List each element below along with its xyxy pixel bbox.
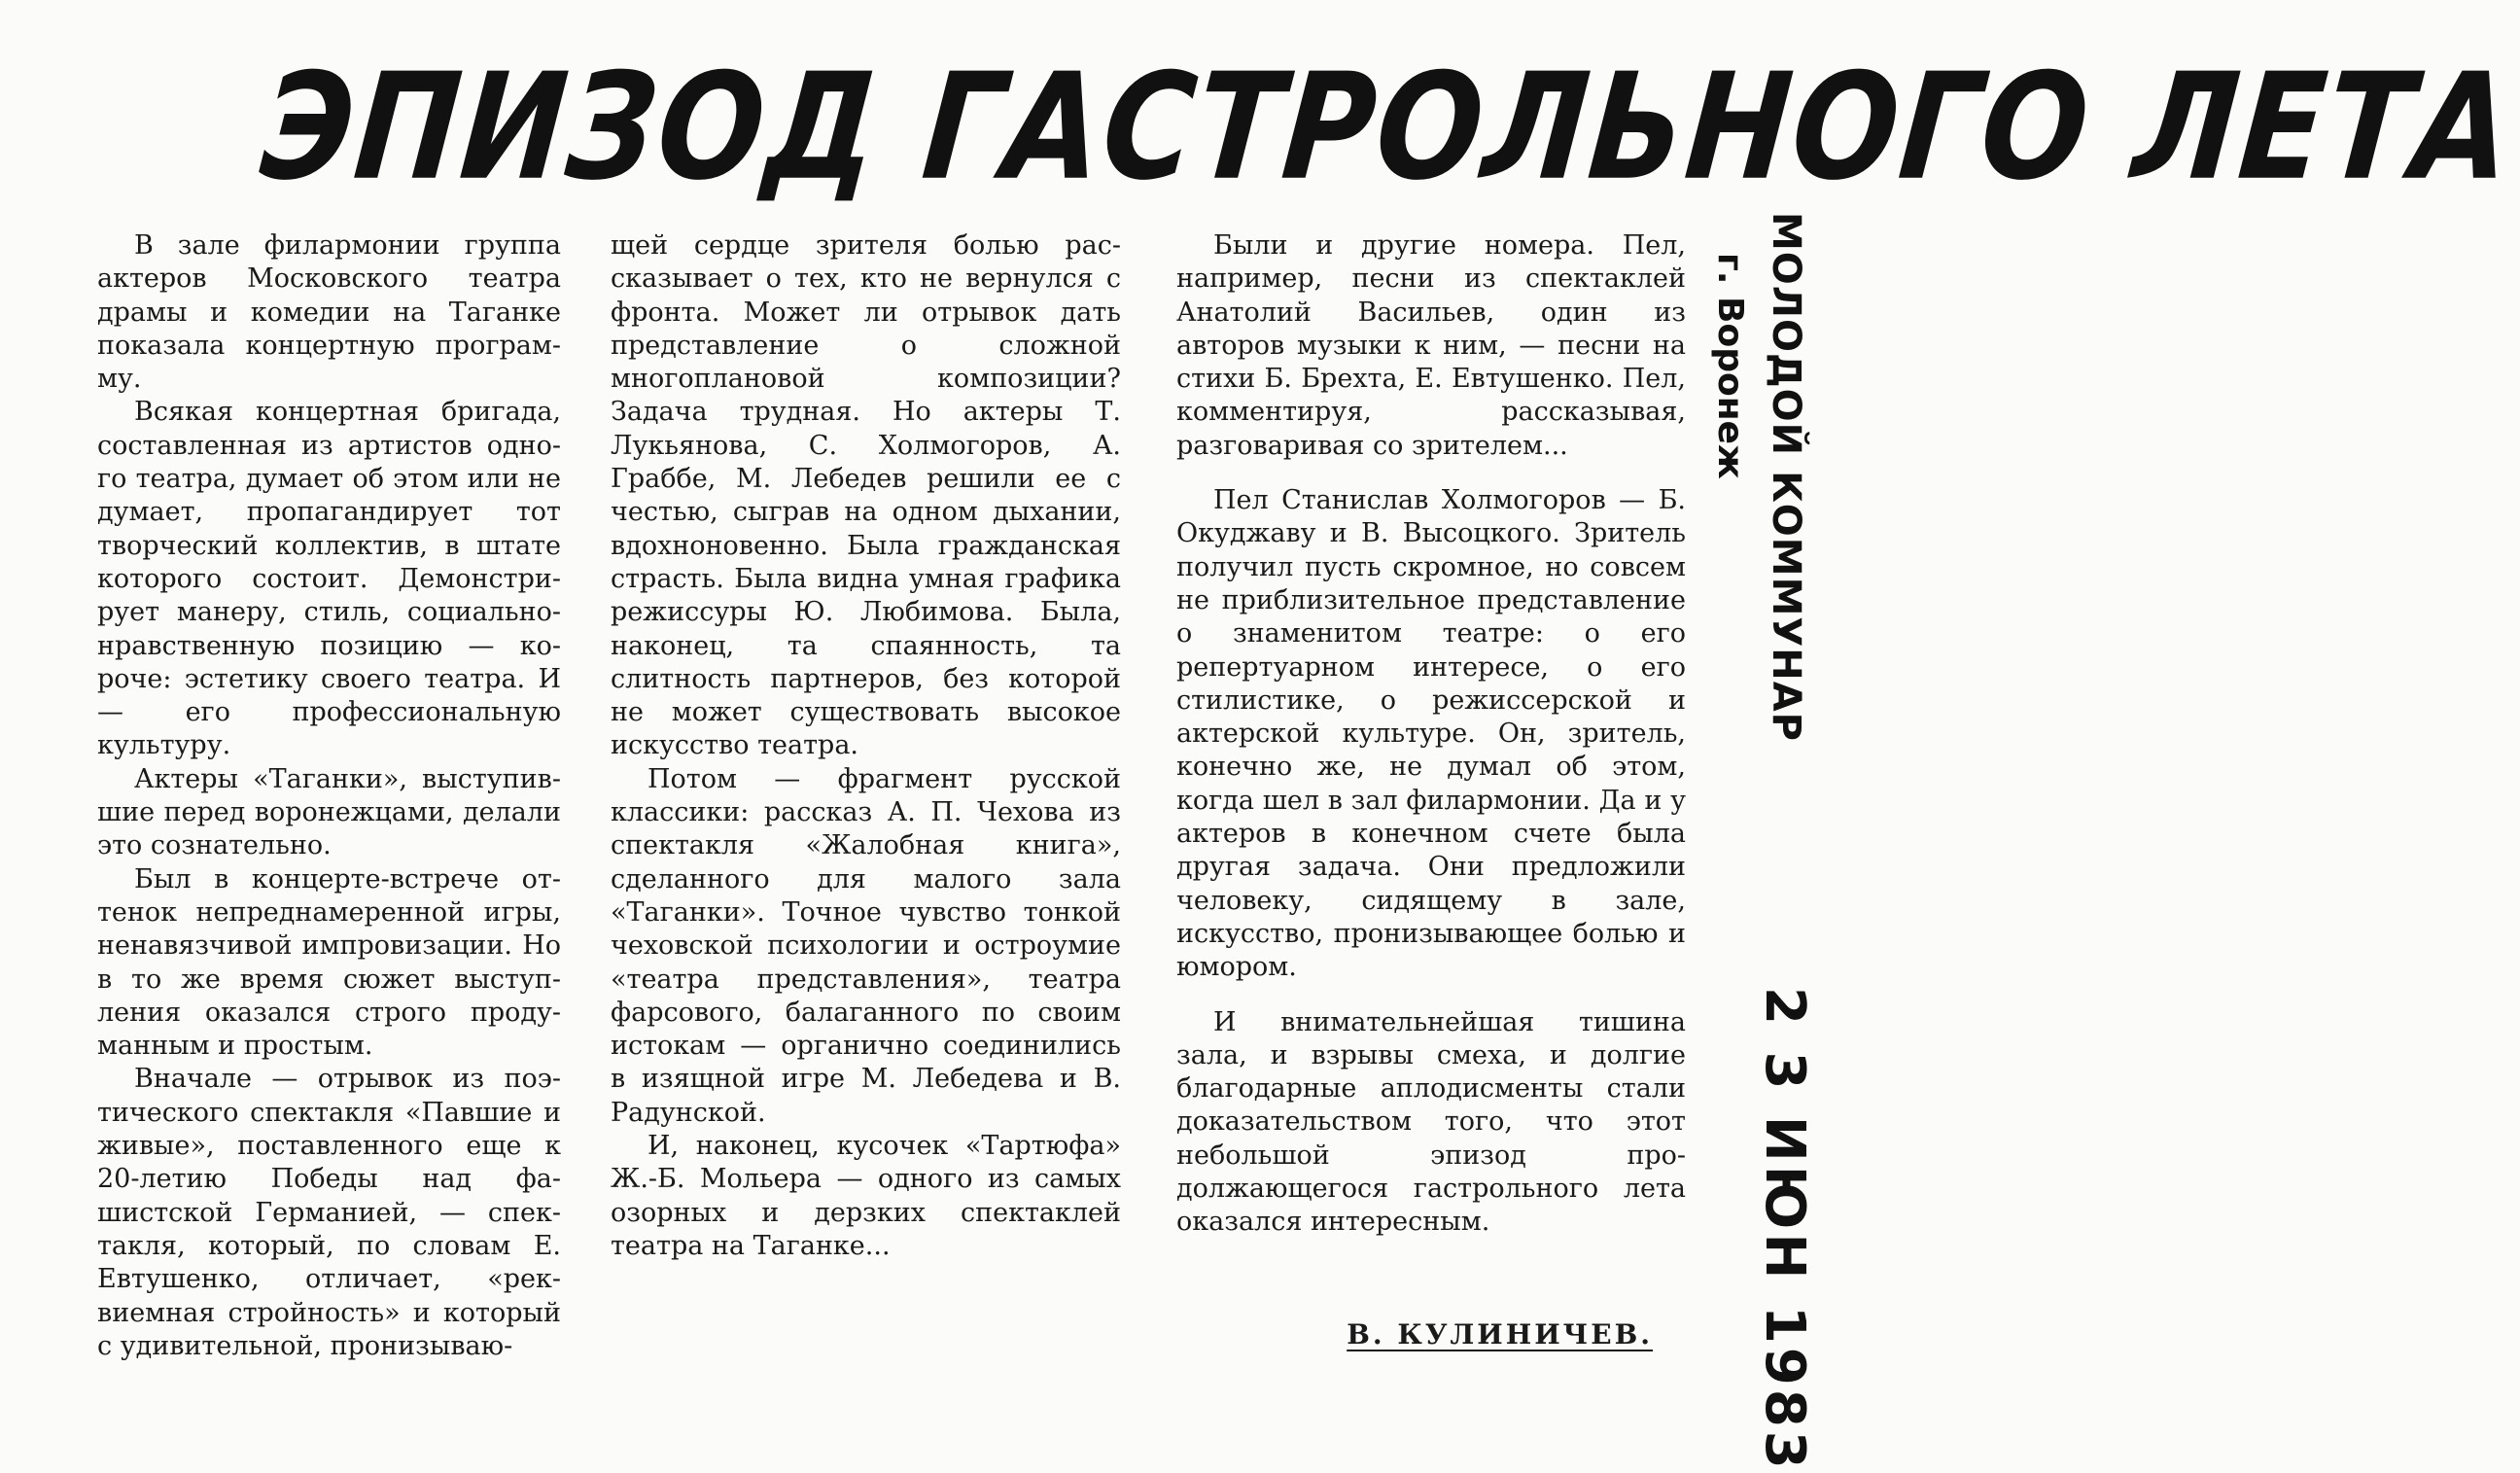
paragraph: И внимательнейшая тишина зала, и взрывы смеха, и долгие благодарные аплодисменты стали доказательством того, что этот небольшой эпизод продолжающегося гастрольного лета оказался интересным.	[1176, 1006, 1686, 1238]
author-signature: В. КУЛИНИЧЕВ.	[1347, 1318, 1653, 1350]
article-column-1	[97, 229, 561, 1363]
article-column-2	[611, 229, 1121, 1263]
archive-stamp	[1682, 204, 1876, 1473]
paragraph: Был в концерте-встрече оттенок непреднамеренной игры, ненавязчивой импровизации. Но в то же время сюжет выступления оказался строго продуманным и простым.	[97, 863, 561, 1062]
paragraph: Были и другие номера. Пел, например, песни из спектаклей Анатолий Васильев, один из авторов музыки к ним, — песни на стихи Б. Брехта, Е. Евтушенко. Пел, комментируя, рассказывая, разговаривая со зрителем...	[1176, 230, 1686, 461]
paragraph: Актеры «Таганки», выступившие перед воронежцами, делали это сознательно.	[97, 763, 561, 861]
paragraph: Всякая концертная бригада, составленная из артистов одного театра, думает об этом или не думает, пропагандирует тот творческий коллектив, в штате которого состоит. Демонстрирует манеру, стиль, социально-нравственную позицию — короче: эстетику своего театра. И — его профессиональную культуру.	[97, 397, 561, 761]
stamp-newspaper-name: МОЛОДОЙ КОММУНАР	[1764, 212, 1808, 742]
paragraph: Пел Станислав Холмогоров — Б. Окуджаву и В. Высоцкого. Зритель получил пусть скромное, но совсем не приблизительное представление о знаменитом театре: о его репертуарном интересе, о его стилистике, о режиссерской и актерской культуре. Он, зритель, конечно же, не думал об этом, когда шел в зал филармонии. Да и у актеров в конечном счете была другая задача. Они предложили человеку, сидящему в зале, искусство, пронизывающее болью и юмором.	[1176, 485, 1686, 983]
stamp-date: 2 3 ИЮН 1983	[1753, 987, 1816, 1473]
article-column-3	[1176, 229, 1686, 1240]
paragraph: Вначале — отрывок из поэтического спектакля «Павшие и живые», поставленного еще к 20-летию Победы над фашистской Германией, — спектакля, который, по словам Е. Евтушенко, отличает, «реквиемная стройность» и который с удивительной, пронизываю-	[97, 1064, 561, 1361]
paragraph: Потом — фрагмент русской классики: рассказ А. П. Чехова из спектакля «Жалобная книга», сделанного для малого зала «Таганки». Точное чувство тонкой чеховской психологии и остроумие «театра представления», театра фарсового, балаганного по своим истокам — органично соединились в изящной игре М. Лебедева и В. Радунской.	[611, 763, 1121, 1128]
paragraph: В зале филармонии группа актеров Московского театра драмы и комедии на Таганке показала концертную программу.	[97, 230, 561, 395]
paragraph: щей сердце зрителя болью рассказывает о тех, кто не вернулся с фронта. Может ли отрывок дать представление о сложной многоплановой композиции? Задача трудная. Но актеры Т. Лукьянова, С. Холмогоров, А. Граббе, М. Лебедев решили ее с честью, сыграв на одном дыхании, вдохноновенно. Была гражданская страсть. Была видна умная графика режиссуры Ю. Любимова. Была, наконец, та спаянность, та слитность партнеров, без которой не может существовать высокое искусство театра.	[611, 230, 1121, 761]
headline: ЭПИЗОД ГАСТРОЛЬНОГО ЛЕТА	[255, 42, 2520, 214]
stamp-city: г. Воронеж	[1710, 253, 1750, 479]
paragraph: И, наконец, кусочек «Тартюфа» Ж.-Б. Мольера — одного из самых озорных и дерзких спектаклей театра на Таганке...	[611, 1131, 1121, 1261]
